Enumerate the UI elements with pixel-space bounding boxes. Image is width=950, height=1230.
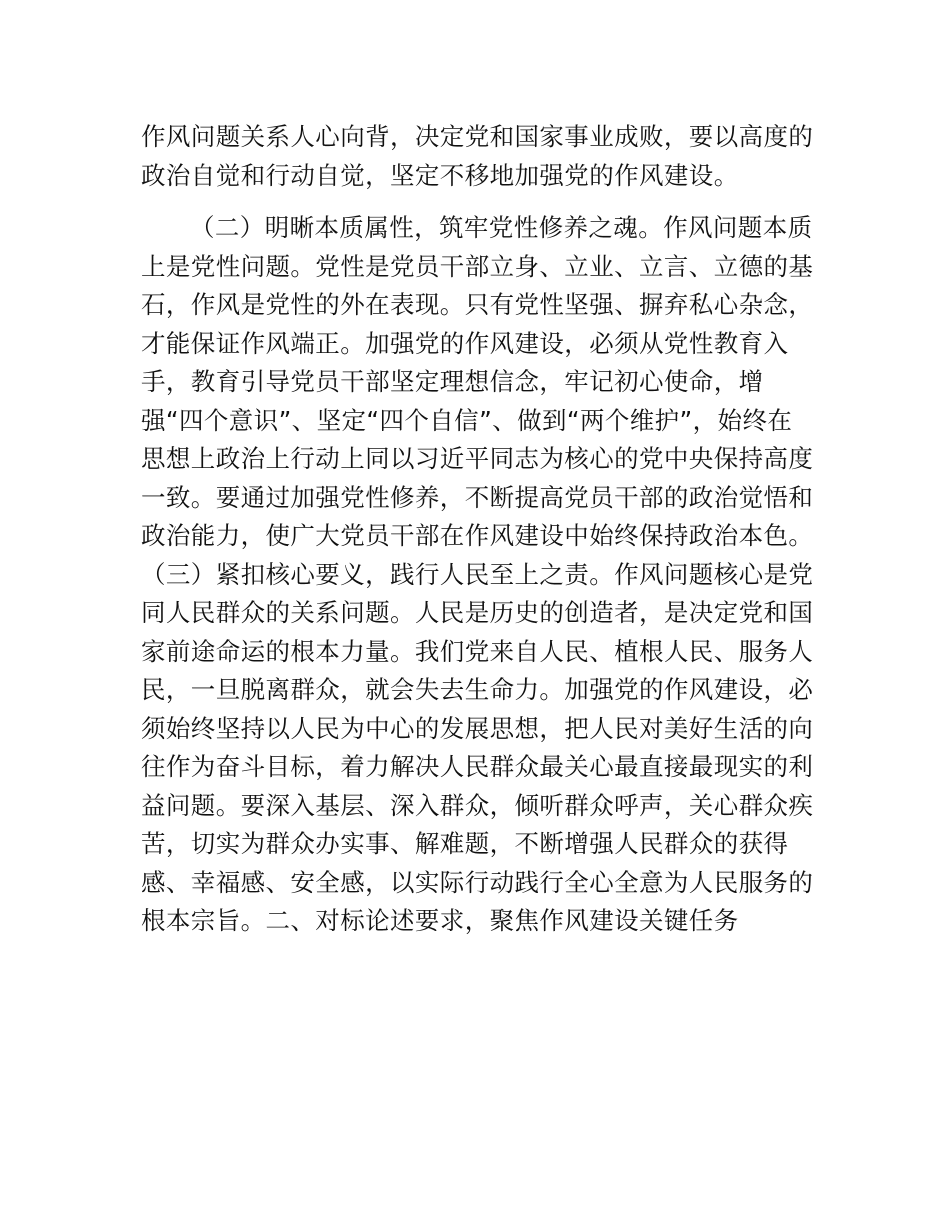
text-line: 根本宗旨。二、对标论述要求，聚焦作风建设关键任务 xyxy=(141,906,739,935)
text-line: 作风问题关系人心向背，决定党和国家事业成败，要以高度的 xyxy=(141,122,814,151)
text-line: 思想上政治上行动上同以习近平同志为核心的党中央保持高度 xyxy=(141,444,814,473)
text-line: 须始终坚持以人民为中心的发展思想，把人民对美好生活的向 xyxy=(141,713,814,743)
text-line: 益问题。要深入基层、深入群众，倾听群众呼声，关心群众疾 xyxy=(141,790,814,820)
text-line: 家前途命运的根本力量。我们党来自人民、植根人民、服务人 xyxy=(141,636,814,666)
text-line: 石，作风是党性的外在表现。只有党性坚强、摒弃私心杂念， xyxy=(141,290,814,319)
text-line: 一致。要通过加强党性修养，不断提高党员干部的政治觉悟和 xyxy=(141,482,814,512)
text-line: （三）紧扣核心要义，践行人民至上之责。作风问题核心是党 xyxy=(141,559,814,589)
text-line: 同人民群众的关系问题。人民是历史的创造者，是决定党和国 xyxy=(141,598,814,627)
text-line: 上是党性问题。党性是党员干部立身、立业、立言、立德的基 xyxy=(141,251,814,281)
paragraph-gap xyxy=(141,195,821,209)
text-line: 往作为奋斗目标，着力解决人民群众最关心最直接最现实的利 xyxy=(141,752,814,781)
text-line: 强“四个意识”、坚定“四个自信”、做到“两个维护”，始终在 xyxy=(141,405,793,435)
text-line: 才能保证作风端正。加强党的作风建设，必须从党性教育入 xyxy=(141,328,789,358)
text-line: （二）明晰本质属性，筑牢党性修养之魂。作风问题本质 xyxy=(190,213,813,242)
text-line: 苦，切实为群众办实事、解难题，不断增强人民群众的获得 xyxy=(141,829,789,858)
text-line: 民，一旦脱离群众，就会失去生命力。加强党的作风建设，必 xyxy=(141,675,814,704)
text-line: 感、幸福感、安全感，以实际行动践行全心全意为人民服务的 xyxy=(141,867,814,897)
text-line: 政治自觉和行动自觉，坚定不移地加强党的作风建设。 xyxy=(141,160,739,190)
text-line: 政治能力，使广大党员干部在作风建设中始终保持政治本色。 xyxy=(141,521,814,550)
body-text xyxy=(141,118,821,941)
text-line: 手，教育引导党员干部坚定理想信念，牢记初心使命，增 xyxy=(141,367,764,396)
